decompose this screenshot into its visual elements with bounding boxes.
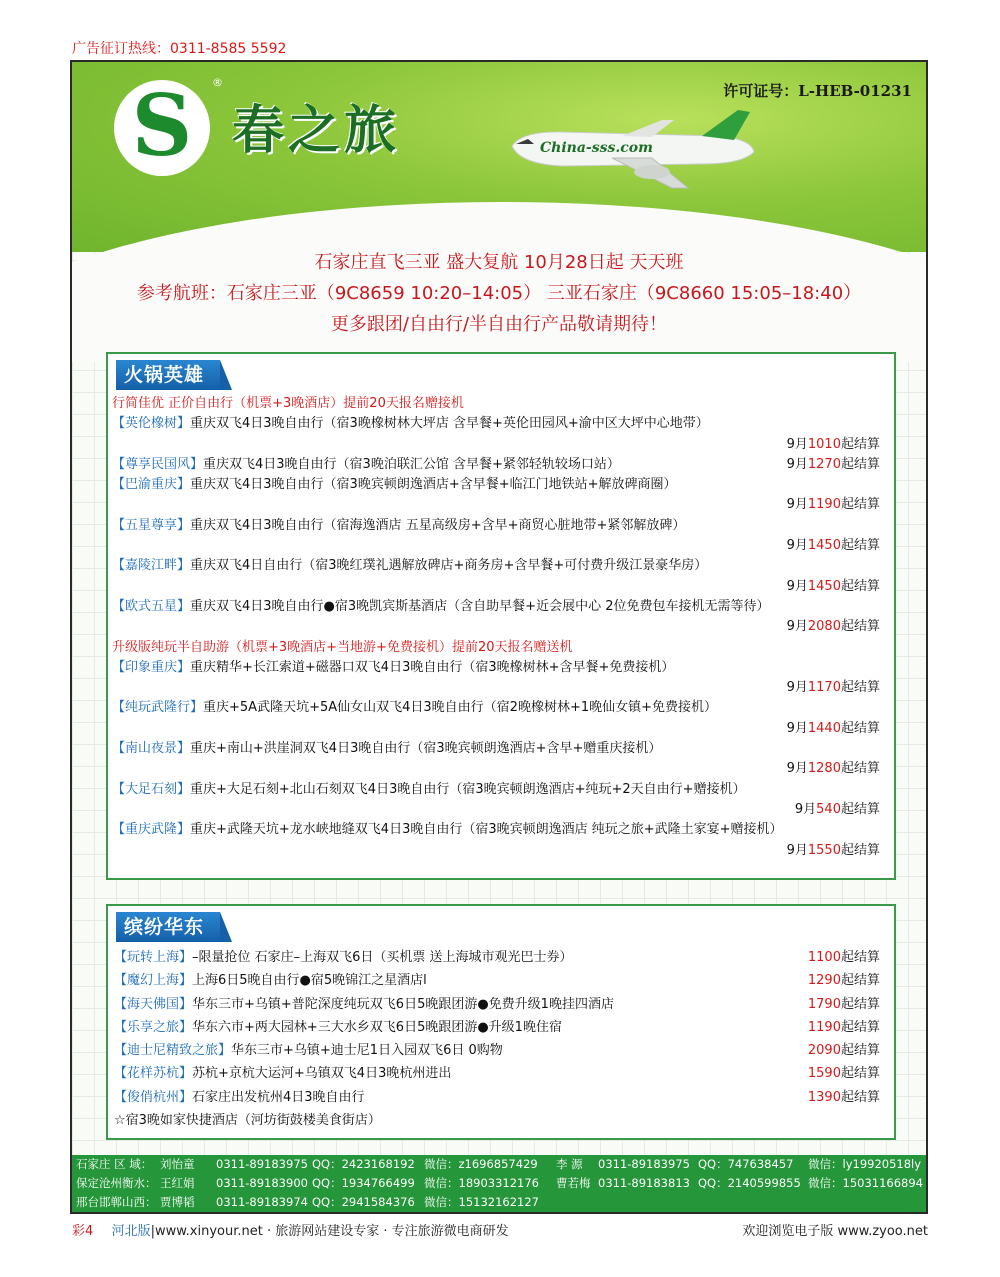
list-item: 【五星尊享】重庆双飞4日3晚自由行（宿海逸酒店 五星高级房+含早+商贸心脏地带+紧邻解放碑）	[112, 517, 686, 533]
list-item: 【尊享民国风】重庆双飞4日3晚自由行（宿3晚泊联汇公馆 含早餐+紧邻轻轨较场口站） 9月1270起结算	[112, 456, 880, 472]
list-item: 【欧式五星】重庆双飞4日3晚自由行●宿3晚凯宾斯基酒店（含自助早餐+近会展中心 2位免费包车接机无需等待）	[112, 598, 770, 614]
list-item: 【海天佛国】华东三市+乌镇+普陀深度纯玩双飞6日5晚跟团游●免费升级1晚挂四酒店 1790起结算	[114, 996, 880, 1012]
list-item: 【重庆武隆】重庆+武隆天坑+龙水峡地缝双飞4日3晚自由行（宿3晚宾顿朗逸酒店 纯玩之旅+武隆土家宴+赠接机）	[112, 822, 783, 838]
list-item: 【印象重庆】重庆精华+长江索道+磁器口双飞4日3晚自由行（宿3晚橡树林+含早餐+免费接机）	[112, 659, 675, 675]
promo-line-1: 石家庄直飞三亚 盛大复航 10月28日起 天天班	[314, 252, 684, 273]
list-item: 【英伦橡树】重庆双飞4日3晚自由行（宿3晚橡树林大坪店 含早餐+英伦田园风+渝中区大坪中心地带）	[112, 416, 709, 432]
airplane-icon	[502, 106, 762, 196]
list-item: 【俊俏杭州】石家庄出发杭州4日3晚自由行 1390起结算	[114, 1089, 880, 1105]
promo-block	[72, 247, 926, 340]
list-item: 【大足石刻】重庆+大足石刻+北山石刻双飞4日3晚自由行（宿3晚宾顿朗逸酒店+纯玩+2天自由行+赠接机）	[112, 781, 746, 797]
hotel-note: ☆宿3晚如家快捷酒店（河坊街鼓楼美食街店）	[114, 1113, 381, 1129]
east-china-list	[114, 946, 890, 1132]
price-row: 9月1280起结算	[786, 761, 880, 777]
plane-livery-text: China-sss.com	[540, 140, 653, 156]
contact-bar	[72, 1155, 926, 1212]
edition-label: 河北版	[111, 1224, 151, 1239]
subheading: 升级版纯玩半自助游（机票+3晚酒店+当地游+免费接机）提前20天报名赠送机	[112, 639, 573, 655]
section-title: 缤纷华东	[116, 912, 220, 942]
price-row: 9月2080起结算	[786, 619, 880, 635]
price-row: 9月1440起结算	[786, 720, 880, 736]
contact-row: 邢台邯郸山西： 贾博韬 0311-89183974 QQ：2941584376 微信：15132162127	[76, 1195, 539, 1209]
page-number: 彩4	[72, 1224, 94, 1239]
list-item: 【玩转上海】–限量抢位 石家庄–上海双飞6日（买机票 送上海城市观光巴士券） 1100起结算	[114, 950, 880, 965]
subheading: 行简佳优 正价自由行（机票+3晚酒店）提前20天报名赠接机	[112, 396, 464, 411]
footer-left-text: |www.xinyour.net · 旅游网站建设专家 · 专注旅游微电商研发	[150, 1224, 509, 1239]
brand-logo	[114, 76, 210, 176]
section-chongqing	[106, 352, 896, 880]
contact-row: 石家庄 区 域： 刘怡童 0311-89183975 QQ：2423168192 微信：z1696857429 李 源 0311-89183975 QQ：747638457 微信：ly19920518ly	[76, 1157, 922, 1171]
page-footer	[72, 1220, 928, 1239]
license-number: 许可证号：L-HEB-01231	[723, 82, 912, 100]
chongqing-list	[112, 394, 890, 861]
brand-logo-letter: S	[131, 76, 193, 175]
section-title: 火锅英雄	[116, 360, 220, 390]
brand-name: 春之旅	[232, 100, 401, 161]
footer-right-text: 欢迎浏览电子版 www.zyoo.net	[742, 1224, 928, 1239]
page-frame	[70, 60, 928, 1214]
list-item: 【迪士尼精致之旅】华东三市+乌镇+迪士尼1日入园双飞6日 0购物 2090起结算	[114, 1043, 880, 1059]
price-row: 9月1190起结算	[786, 497, 880, 513]
list-item: 【纯玩武隆行】重庆+5A武隆天坑+5A仙女山双飞4日3晚自由行（宿2晚橡树林+1晚仙女镇+免费接机）	[112, 700, 717, 716]
registered-mark: ®	[212, 76, 223, 89]
promo-line-3: 更多跟团/自由行/半自由行产品敬请期待！	[330, 314, 668, 335]
list-item: 【花样苏杭】苏杭+京杭大运河+乌镇双飞4日3晚杭州进出 1590起结算	[114, 1066, 880, 1082]
price-row: 9月1450起结算	[786, 578, 880, 594]
promo-line-2: 参考航班：石家庄三亚（9C8659 10:20–14:05） 三亚石家庄（9C8660 15:05–18:40）	[136, 283, 862, 304]
price-row: 9月1550起结算	[786, 842, 880, 858]
section-east-china	[106, 904, 896, 1140]
list-item: 【嘉陵江畔】重庆双飞4日自由行（宿3晚红璞礼遇解放碑店+商务房+含早餐+可付费升级江景豪华房）	[112, 558, 708, 574]
list-item: 【魔幻上海】上海6日5晚自由行●宿5晚锦江之星酒店l 1290起结算	[114, 973, 880, 989]
contact-row: 保定沧州衡水： 王红娟 0311-89183900 QQ：1934766499 微信：18903312176 曹若梅 0311-89183813 QQ：2140599855 微信：15031166894	[76, 1176, 923, 1190]
price-row: 9月1170起结算	[786, 680, 880, 696]
header-banner	[72, 62, 926, 252]
price-row: 9月1010起结算	[786, 436, 880, 452]
list-item: 【乐享之旅】华东六市+两大园林+三大水乡双飞6日5晚跟团游●升级1晚住宿 1190起结算	[114, 1019, 880, 1035]
price-row: 9月540起结算	[794, 801, 880, 817]
ad-hotline: 广告征订热线：0311-8585 5592	[72, 41, 287, 57]
list-item: 【南山夜景】重庆+南山+洪崖洞双飞4日3晚自由行（宿3晚宾顿朗逸酒店+含早+赠重庆接机）	[112, 741, 662, 757]
price-row: 9月1450起结算	[786, 538, 880, 554]
list-item: 【巴渝重庆】重庆双飞4日3晚自由行（宿3晚宾顿朗逸酒店+含早餐+临江门地铁站+解放碑商圈）	[112, 477, 677, 493]
